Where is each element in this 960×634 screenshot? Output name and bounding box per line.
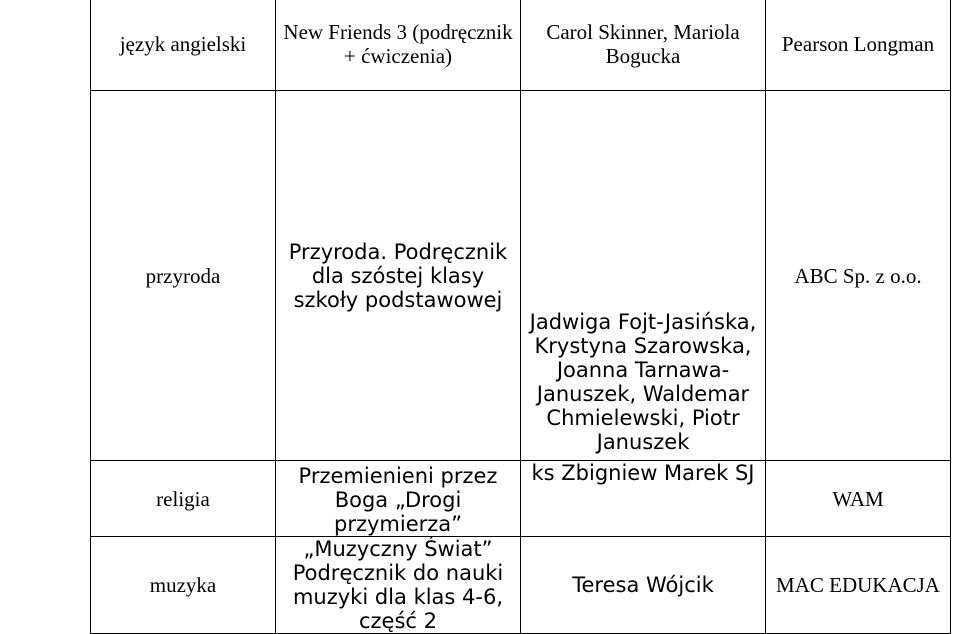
subject-cell: muzyka xyxy=(91,537,276,634)
authors-cell: Teresa Wójcik xyxy=(521,537,766,634)
authors-cell: ks Zbigniew Marek SJ xyxy=(521,461,766,537)
authors-cell: Jadwiga Fojt-Jasińska, Krystyna Szarowska, Joanna Tarnawa-Januszek, Waldemar Chmielewski, Piotr Januszek xyxy=(521,91,766,461)
table-row xyxy=(91,0,951,91)
publisher-cell: MAC EDUKACJA xyxy=(766,537,951,634)
textbook-table xyxy=(90,0,951,634)
subject-cell: język angielski xyxy=(91,0,276,91)
table-row xyxy=(91,537,951,634)
title-line: Podręcznik do nauki muzyki dla klas 4-6, część 2 xyxy=(292,561,504,633)
title-cell: Przemienieni przez Boga „Drogi przymierza” xyxy=(276,461,521,537)
table-row xyxy=(91,461,951,537)
table-row xyxy=(91,91,951,461)
authors-cell: Carol Skinner, Mariola Bogucka xyxy=(521,0,766,91)
title-cell: New Friends 3 (podręcznik + ćwiczenia) xyxy=(276,0,521,91)
title-cell: Przyroda. Podręcznik dla szóstej klasy szkoły podstawowej xyxy=(276,91,521,461)
publisher-cell: WAM xyxy=(766,461,951,537)
publisher-cell: Pearson Longman xyxy=(766,0,951,91)
subject-cell: religia xyxy=(91,461,276,537)
title-cell xyxy=(276,537,521,634)
publisher-cell: ABC Sp. z o.o. xyxy=(766,91,951,461)
subject-cell: przyroda xyxy=(91,91,276,461)
title-line: „Muzyczny Świat” xyxy=(303,537,493,561)
